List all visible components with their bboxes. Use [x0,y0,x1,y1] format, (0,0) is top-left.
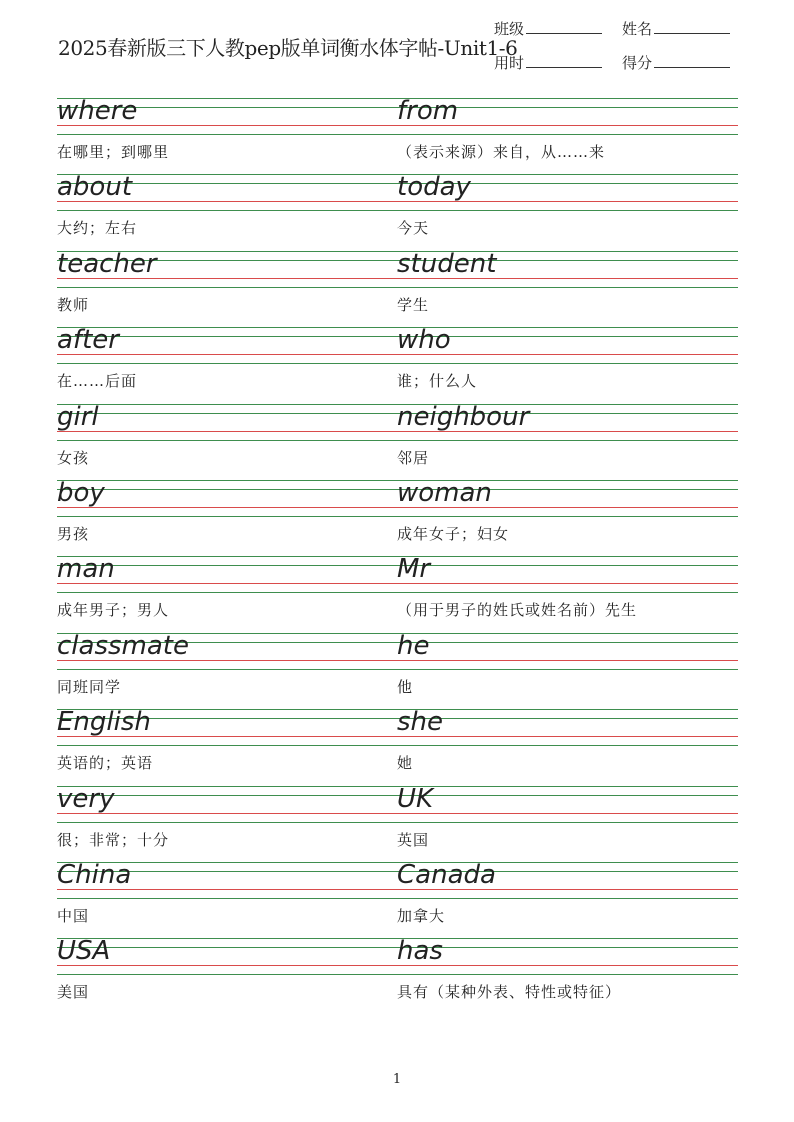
time-field[interactable] [494,52,602,73]
chinese-meaning: 教师 [57,295,90,314]
chinese-meaning: 美国 [57,983,90,1002]
name-label: 姓名 [622,20,653,38]
chinese-meaning: 同班同学 [57,677,122,696]
english-word: Canada [397,860,496,890]
english-word: classmate [57,630,189,661]
class-label: 班级 [494,20,525,38]
chinese-meaning: 女孩 [57,448,90,467]
word-row [57,98,738,174]
english-word: student [397,248,497,279]
english-word: woman [397,478,492,508]
guide-line [57,363,738,364]
english-word: man [57,554,115,585]
english-word: UK [397,783,434,814]
word-row [57,480,738,556]
class-blank[interactable] [526,19,602,34]
word-row [57,630,738,709]
english-word: very [57,783,115,814]
english-word: where [57,96,138,126]
word-row [57,556,738,632]
chinese-meaning: 英语的；英语 [57,754,154,773]
chinese-meaning: 很；非常；十分 [57,830,170,849]
chinese-meaning: 学生 [397,295,430,314]
chinese-meaning: （表示来源）来自，从……来 [397,143,606,161]
english-word: he [397,630,430,661]
score-blank[interactable] [654,53,730,68]
chinese-meaning: 英国 [397,830,430,849]
guide-line [57,592,738,593]
chinese-meaning: 在哪里；到哪里 [57,143,170,161]
chinese-meaning: 具有（某种外表、特性或特征） [397,983,622,1002]
time-label: 用时 [494,54,525,72]
page-number: 1 [392,1072,402,1087]
chinese-meaning: 他 [397,677,414,696]
word-row [57,327,738,403]
score-field[interactable] [622,52,730,73]
name-field[interactable] [622,18,730,39]
chinese-meaning: 大约；左右 [57,219,138,238]
english-word: about [57,172,133,203]
chinese-meaning: 她 [397,754,414,773]
guide-line [57,669,738,670]
english-word: China [57,860,132,890]
chinese-meaning: 中国 [57,907,90,925]
guide-line [57,745,738,746]
guide-line [57,822,738,823]
word-row [57,174,738,250]
time-blank[interactable] [526,53,602,68]
guide-line [57,974,738,975]
chinese-meaning: 邻居 [397,448,430,467]
chinese-meaning: 成年女子；妇女 [397,525,510,543]
guide-line [57,134,738,135]
word-row [57,401,738,480]
english-word: teacher [57,248,157,279]
english-word: Mr [397,554,431,585]
guide-line [57,210,738,211]
worksheet-title: 2025春新版三下人教pep版单词衡水体字帖-Unit1-6 [58,36,518,60]
english-word: she [397,707,444,738]
chinese-meaning: 谁；什么人 [397,372,478,391]
class-field[interactable] [494,18,602,39]
chinese-meaning: （用于男子的姓氏或姓名前）先生 [397,601,638,620]
english-word: today [397,172,471,203]
chinese-meaning: 成年男子；男人 [57,601,170,620]
word-row [57,248,738,327]
guide-line [57,516,738,517]
chinese-meaning: 男孩 [57,525,90,543]
name-blank[interactable] [654,19,730,34]
english-word: USA [57,936,111,967]
guide-line [57,287,738,288]
guide-line [57,898,738,899]
english-word: English [57,707,151,738]
english-word: boy [57,478,105,508]
score-label: 得分 [622,54,653,72]
chinese-meaning: 今天 [397,219,430,238]
english-word: who [397,325,451,356]
word-row [57,709,738,785]
english-word: from [397,96,459,126]
word-row [57,938,738,1014]
english-word: girl [57,401,99,432]
english-word: after [57,325,119,356]
english-word: has [397,936,443,967]
word-row [57,783,738,862]
chinese-meaning: 在……后面 [57,372,138,391]
word-row [57,862,738,938]
guide-line [57,440,738,441]
chinese-meaning: 加拿大 [397,907,446,925]
english-word: neighbour [397,401,530,432]
